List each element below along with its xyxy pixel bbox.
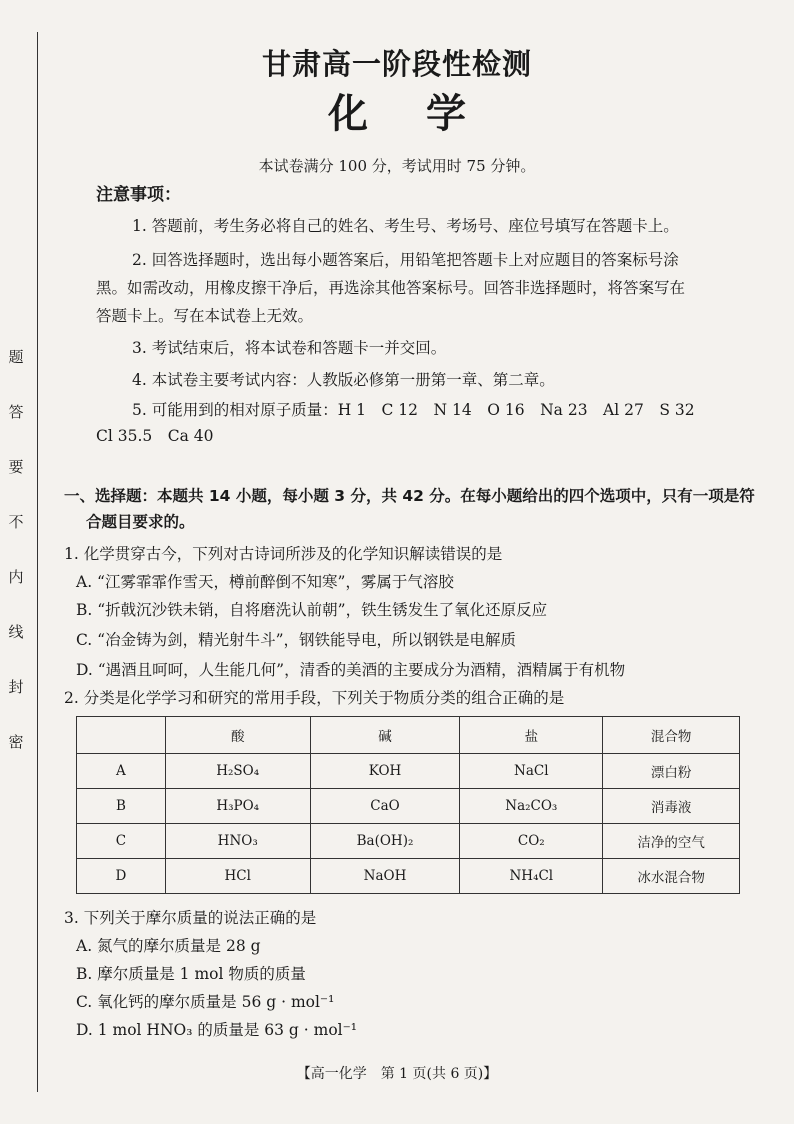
exam-title: 甘肃高一阶段性检测 — [261, 47, 532, 81]
binding-char: 内 — [8, 568, 24, 586]
binding-char: 要 — [8, 458, 24, 476]
binding-char: 线 — [8, 623, 24, 641]
table-cell: C — [77, 824, 166, 859]
page-footer: 【高一化学 第 1 页(共 6 页)】 — [296, 1066, 498, 1082]
question-3-stem: 3. 下列关于摩尔质量的说法正确的是 — [64, 909, 317, 927]
table-cell: NaCl — [460, 754, 603, 789]
notice-line: 答题卡上。写在本试卷上无效。 — [96, 307, 314, 325]
table-cell: H₃PO₄ — [165, 789, 310, 824]
binding-char: 密 — [8, 733, 24, 751]
table-cell: HCl — [165, 859, 310, 894]
binding-char: 答 — [8, 403, 24, 421]
question-1-option-b: B. “折戟沉沙铁未销，自将磨洗认前朝”，铁生锈发生了氧化还原反应 — [76, 601, 548, 619]
table-header-cell — [77, 717, 166, 754]
notice-line: 1. 答题前，考生务必将自己的姓名、考生号、考场号、座位号填写在答题卡上。 — [132, 217, 679, 235]
question-2-stem: 2. 分类是化学学习和研究的常用手段，下列关于物质分类的组合正确的是 — [64, 689, 565, 707]
notice-line: 2. 回答选择题时，选出每小题答案后，用铅笔把答题卡上对应题目的答案标号涂 — [132, 251, 679, 269]
notice-title: 注意事项： — [96, 185, 181, 205]
table-row — [77, 824, 740, 859]
table-cell: HNO₃ — [165, 824, 310, 859]
table-cell: KOH — [310, 754, 460, 789]
table-cell: 冰水混合物 — [603, 859, 740, 894]
binding-char: 题 — [8, 348, 24, 366]
table-cell: D — [77, 859, 166, 894]
table-header-cell: 混合物 — [603, 717, 740, 754]
table-header-row — [77, 717, 740, 754]
section-heading-cont: 合题目要求的。 — [86, 513, 195, 531]
table-cell: CO₂ — [460, 824, 603, 859]
table-cell: B — [77, 789, 166, 824]
exam-info: 本试卷满分 100 分，考试用时 75 分钟。 — [258, 157, 536, 175]
table-cell: 消毒液 — [603, 789, 740, 824]
binding-char: 封 — [8, 678, 24, 696]
notice-line: 5. 可能用到的相对原子质量：H 1 C 12 N 14 O 16 Na 23 Al 27 S 32 — [132, 401, 695, 419]
question-1-option-d: D. “遇酒且呵呵，人生能几何”，清香的美酒的主要成分为酒精，酒精属于有机物 — [76, 661, 626, 679]
notice-line: 黑。如需改动，用橡皮擦干净后，再选涂其他答案标号。回答非选择题时，将答案写在 — [96, 279, 686, 297]
classification-table — [76, 716, 740, 894]
table-cell: NH₄Cl — [460, 859, 603, 894]
table-cell: NaOH — [310, 859, 460, 894]
question-3-option-c: C. 氧化钙的摩尔质量是 56 g · mol⁻¹ — [76, 993, 335, 1011]
table-cell: A — [77, 754, 166, 789]
question-3-option-d: D. 1 mol HNO₃ 的质量是 63 g · mol⁻¹ — [76, 1021, 358, 1039]
notice-line: Cl 35.5 Ca 40 — [96, 427, 214, 445]
notice-line: 3. 考试结束后，将本试卷和答题卡一并交回。 — [132, 339, 447, 357]
table-cell: Na₂CO₃ — [460, 789, 603, 824]
table-row — [77, 789, 740, 824]
table-row — [77, 754, 740, 789]
notice-line: 4. 本试卷主要考试内容：人教版必修第一册第一章、第二章。 — [132, 371, 555, 389]
question-3-option-b: B. 摩尔质量是 1 mol 物质的质量 — [76, 965, 306, 983]
question-1-option-c: C. “冶金铸为剑，精光射牛斗”，钢铁能导电，所以钢铁是电解质 — [76, 631, 517, 649]
table-cell: 漂白粉 — [603, 754, 740, 789]
section-heading: 一、选择题：本题共 14 小题，每小题 3 分，共 42 分。在每小题给出的四个选项中，只有一项是符 — [64, 487, 755, 505]
question-3-option-a: A. 氮气的摩尔质量是 28 g — [76, 937, 261, 955]
table-header-cell: 碱 — [310, 717, 460, 754]
table-cell: CaO — [310, 789, 460, 824]
question-1-option-a: A. “江雾霏霏作雪天，樽前醉倒不知寒”，雾属于气溶胶 — [76, 573, 454, 591]
table-header-cell: 盐 — [460, 717, 603, 754]
table-row — [77, 859, 740, 894]
question-1-stem: 1. 化学贯穿古今，下列对古诗词所涉及的化学知识解读错误的是 — [64, 545, 503, 563]
subject-title: 化学 — [328, 90, 524, 137]
table-cell: Ba(OH)₂ — [310, 824, 460, 859]
table-header-cell: 酸 — [165, 717, 310, 754]
binding-char: 不 — [8, 513, 24, 531]
table-cell: 洁净的空气 — [603, 824, 740, 859]
table-cell: H₂SO₄ — [165, 754, 310, 789]
binding-line — [37, 32, 38, 1092]
